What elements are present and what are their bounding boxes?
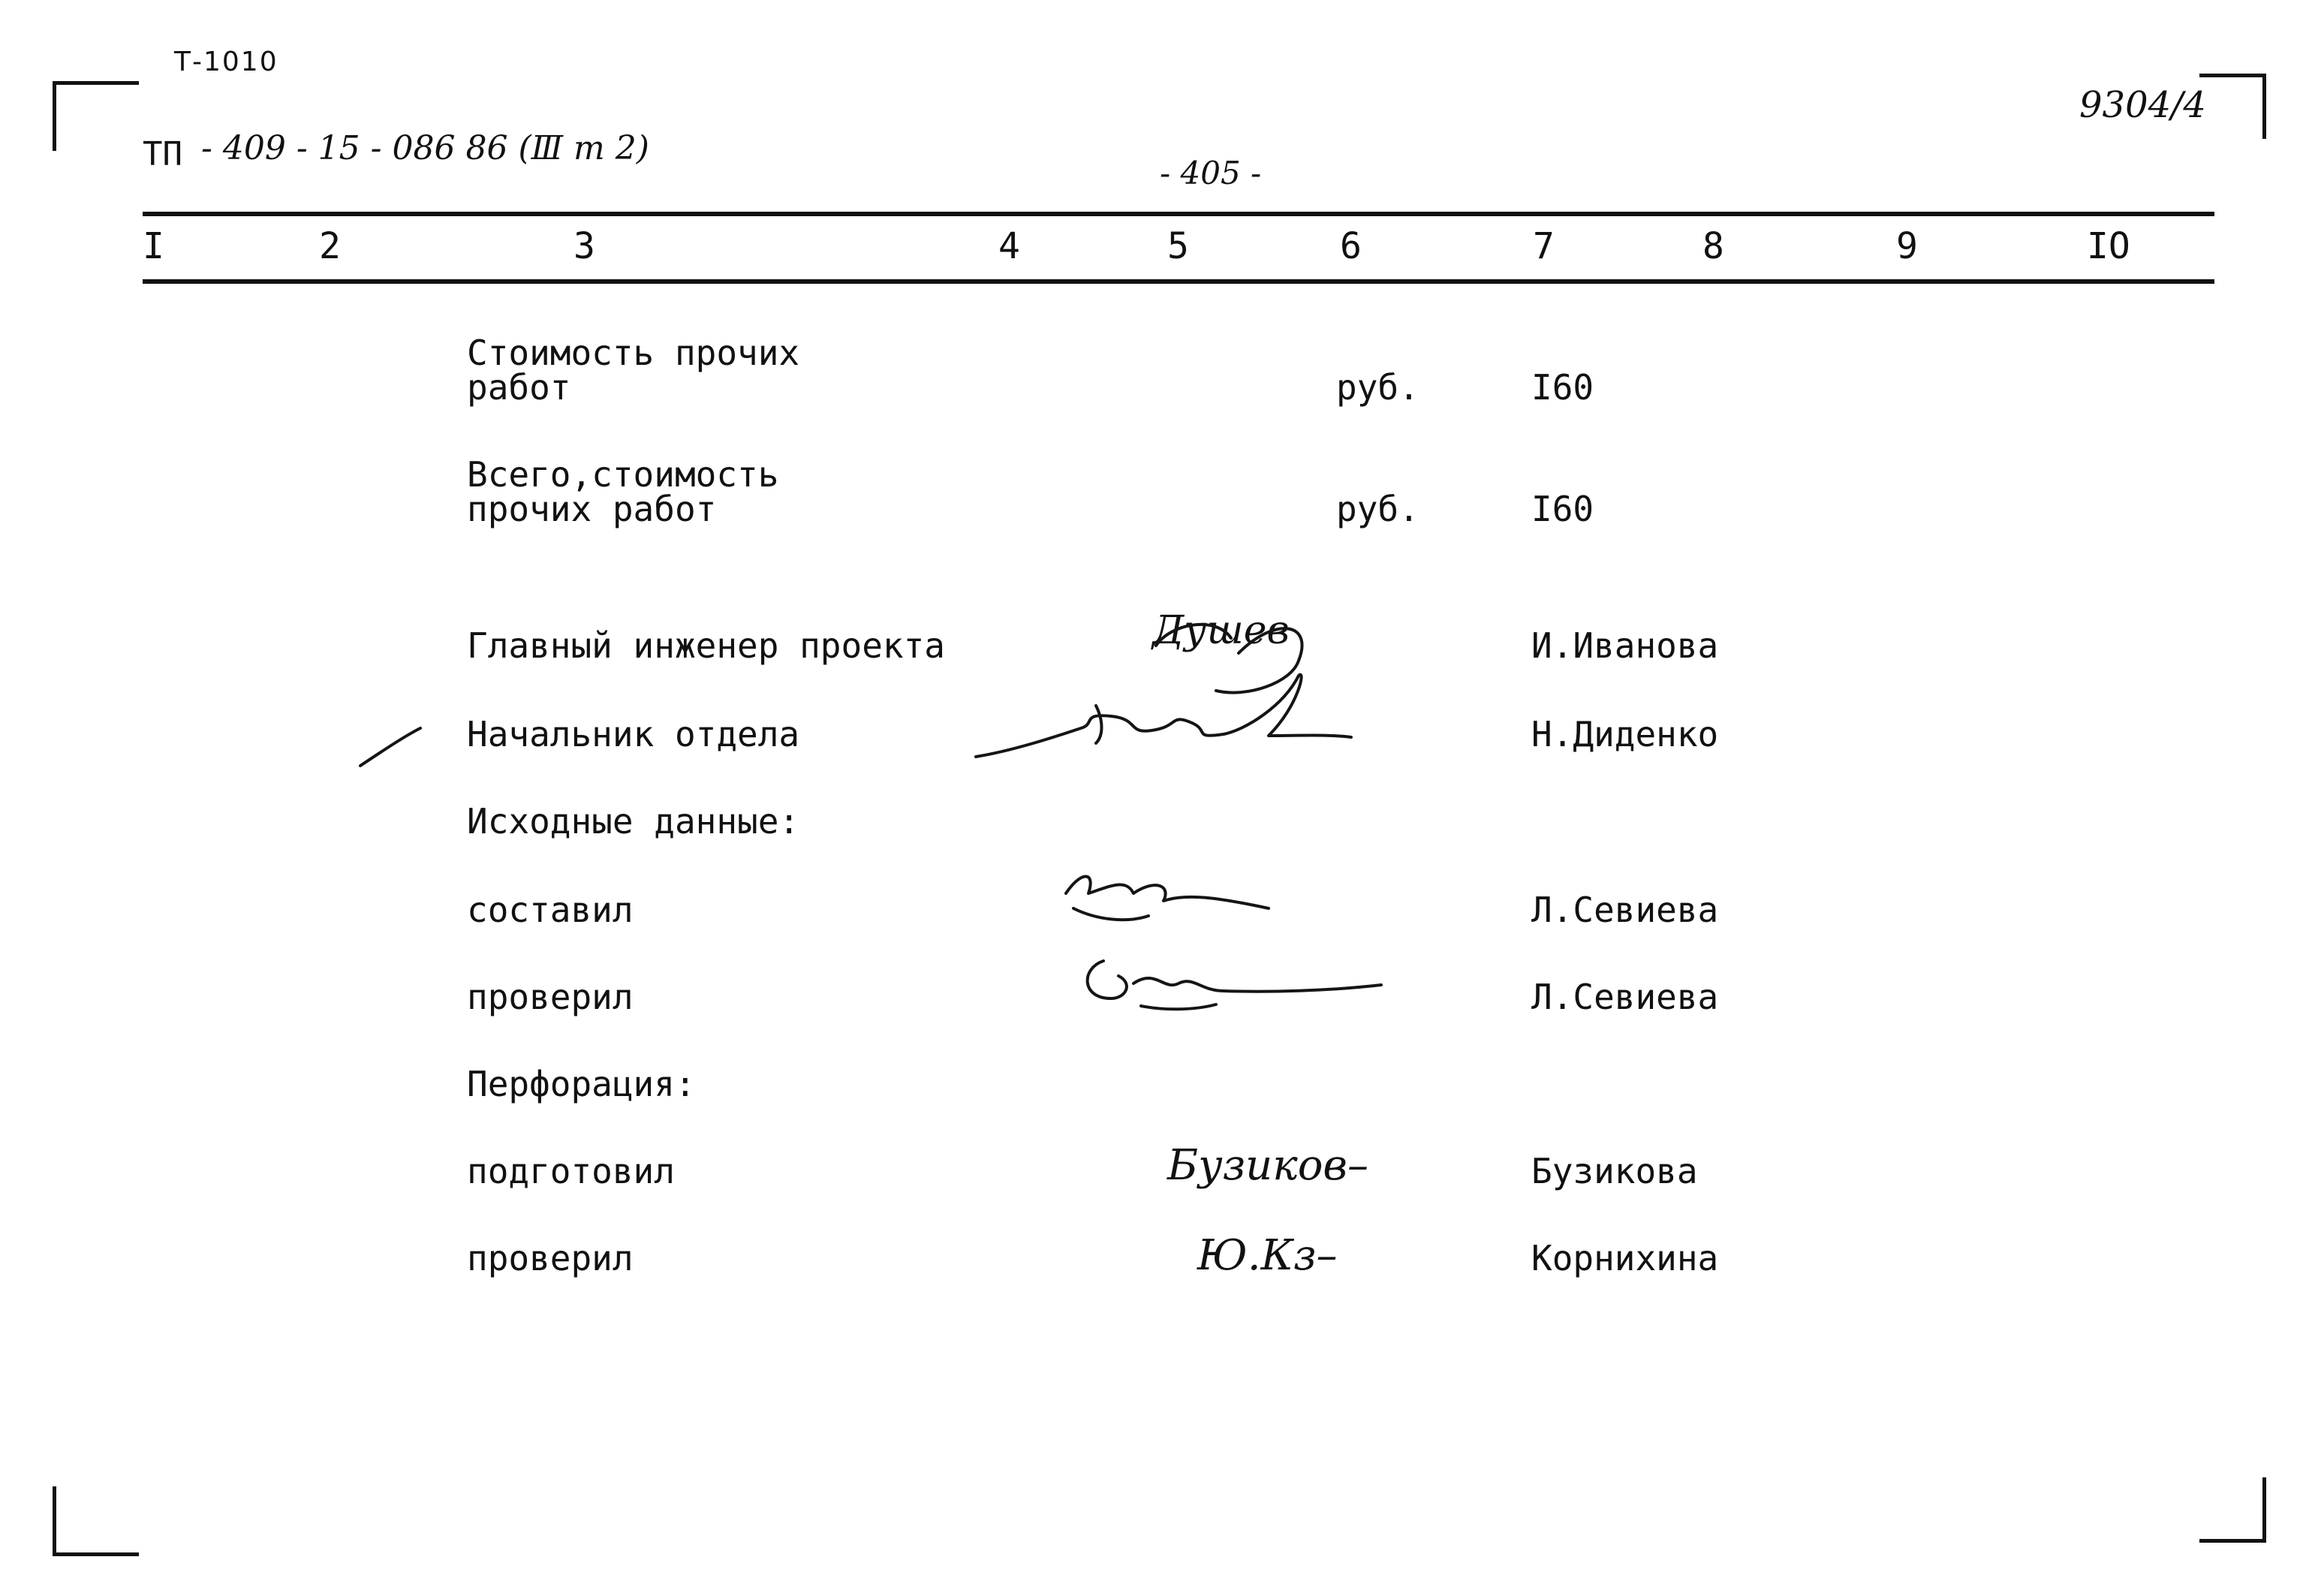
department-head-role: Начальник отдела	[467, 714, 800, 754]
compiled-name: Л.Севиева	[1531, 890, 1719, 930]
corner-mark-bottom-left	[53, 1486, 139, 1556]
cost-item-label-line2: работ	[467, 367, 571, 408]
column-header-5: 5	[1167, 225, 1189, 267]
column-header-4: 4	[998, 225, 1020, 267]
column-header-8: 8	[1702, 225, 1724, 267]
source-data-heading: Исходные данные:	[467, 801, 800, 842]
department-head-name: Н.Диденко	[1531, 714, 1719, 754]
corner-mark-top-right	[2199, 74, 2266, 139]
cost-item-unit: руб.	[1336, 367, 1419, 408]
cost-item-value: I60	[1531, 489, 1594, 529]
cost-item-label-line1: Стоимость прочих	[467, 333, 800, 373]
project-prefix: ТП	[143, 135, 182, 173]
cost-item-value: I60	[1531, 367, 1594, 408]
chief-engineer-role: Главный инженер проекта	[467, 625, 945, 666]
column-header-6: 6	[1340, 225, 1362, 267]
signature-department-head	[968, 661, 1359, 781]
project-number: - 409 - 15 - 086 86 (Ⅲ т 2)	[201, 129, 649, 167]
checked-role: проверил	[467, 977, 634, 1017]
cost-item-label-line1: Всего,стоимость	[467, 454, 779, 495]
chief-engineer-name: И.Иванова	[1531, 625, 1719, 666]
signature-chief-engineer: Душев	[1152, 608, 1290, 653]
compiled-role: составил	[467, 890, 634, 930]
cost-item-unit: руб.	[1336, 489, 1419, 529]
checked-perforation-name: Корнихина	[1531, 1238, 1719, 1278]
column-header-9: 9	[1896, 225, 1918, 267]
header-rule-bottom	[143, 279, 2214, 284]
header-rule-top	[143, 212, 2214, 216]
column-header-7: 7	[1533, 225, 1555, 267]
cost-item-label-line2: прочих работ	[467, 489, 717, 529]
checked-name: Л.Севиева	[1531, 977, 1719, 1017]
column-header-3: 3	[573, 225, 595, 267]
page-number: - 405 -	[1160, 155, 1262, 191]
corner-mark-top-left	[53, 81, 139, 151]
archive-number: 9304/4	[2079, 84, 2206, 126]
prepared-role: подготовил	[467, 1151, 675, 1191]
checked-perforation-role: проверил	[467, 1238, 634, 1278]
column-header-10: IO	[2087, 225, 2130, 267]
signature-prepared: Бузиков–	[1167, 1141, 1368, 1190]
prepared-name: Бузикова	[1531, 1151, 1698, 1191]
series-code: Т-1010	[174, 47, 278, 77]
perforation-heading: Перфорация:	[467, 1064, 696, 1104]
column-header-2: 2	[319, 225, 341, 267]
corner-mark-bottom-right	[2199, 1477, 2266, 1543]
signature-checked	[1073, 938, 1389, 1021]
margin-check-mark	[353, 721, 428, 773]
signature-compiled	[1051, 856, 1291, 938]
column-header-1: I	[143, 225, 164, 267]
signature-checked-perforation: Ю.Кз–	[1197, 1231, 1338, 1280]
